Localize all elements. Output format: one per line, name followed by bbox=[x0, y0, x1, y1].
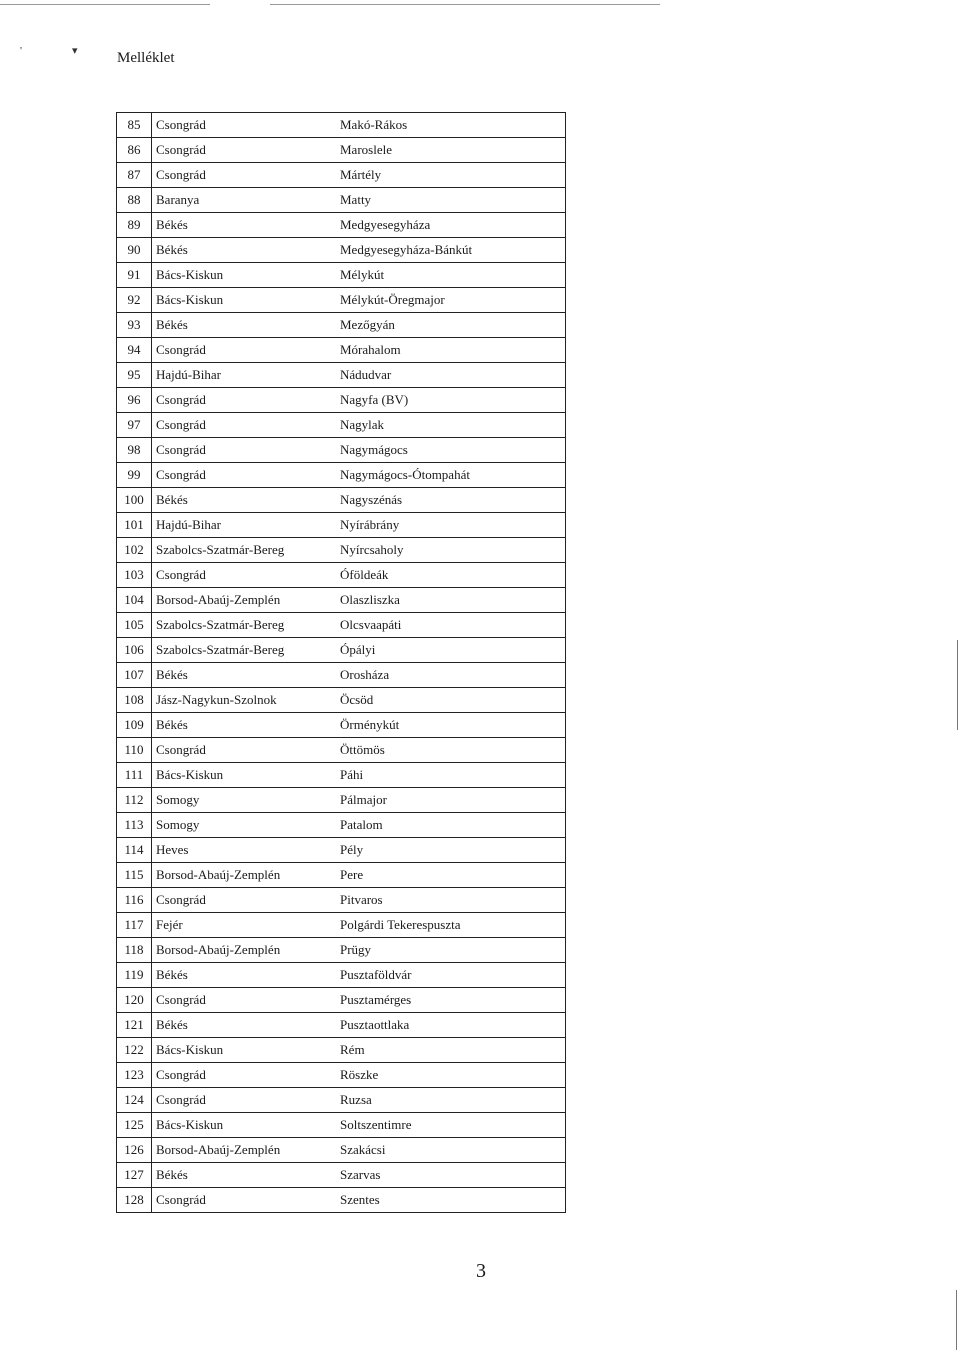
table-row bbox=[117, 463, 566, 488]
settlement-cell: Nyírcsaholy bbox=[336, 538, 566, 563]
table-row bbox=[117, 138, 566, 163]
county-cell: Borsod-Abaúj-Zemplén bbox=[152, 938, 337, 963]
row-number-cell: 96 bbox=[117, 388, 152, 413]
table-row bbox=[117, 1063, 566, 1088]
row-number-cell: 105 bbox=[117, 613, 152, 638]
table-row bbox=[117, 688, 566, 713]
county-cell: Csongrád bbox=[152, 1188, 337, 1213]
settlement-cell: Patalom bbox=[336, 813, 566, 838]
county-cell: Baranya bbox=[152, 188, 337, 213]
county-cell: Csongrád bbox=[152, 988, 337, 1013]
row-number-cell: 114 bbox=[117, 838, 152, 863]
right-edge-scan-line bbox=[956, 1290, 957, 1350]
county-cell: Békés bbox=[152, 663, 337, 688]
county-cell: Szabolcs-Szatmár-Bereg bbox=[152, 613, 337, 638]
table-row bbox=[117, 538, 566, 563]
top-edge-rule-left bbox=[0, 4, 210, 5]
settlement-cell: Nagymágocs bbox=[336, 438, 566, 463]
table-row bbox=[117, 1038, 566, 1063]
row-number-cell: 121 bbox=[117, 1013, 152, 1038]
table-row bbox=[117, 1088, 566, 1113]
row-number-cell: 85 bbox=[117, 113, 152, 138]
right-edge-scan-line bbox=[957, 640, 958, 730]
settlement-cell: Medgyesegyháza bbox=[336, 213, 566, 238]
row-number-cell: 112 bbox=[117, 788, 152, 813]
table-row bbox=[117, 488, 566, 513]
settlement-cell: Rém bbox=[336, 1038, 566, 1063]
table-row bbox=[117, 263, 566, 288]
settlement-cell: Páhi bbox=[336, 763, 566, 788]
settlement-cell: Makó-Rákos bbox=[336, 113, 566, 138]
row-number-cell: 109 bbox=[117, 713, 152, 738]
county-cell: Csongrád bbox=[152, 338, 337, 363]
county-cell: Csongrád bbox=[152, 888, 337, 913]
row-number-cell: 117 bbox=[117, 913, 152, 938]
table-row bbox=[117, 638, 566, 663]
settlement-cell: Szentes bbox=[336, 1188, 566, 1213]
county-cell: Békés bbox=[152, 238, 337, 263]
table-row bbox=[117, 738, 566, 763]
county-cell: Békés bbox=[152, 963, 337, 988]
settlement-cell: Ópályi bbox=[336, 638, 566, 663]
settlement-cell: Örménykút bbox=[336, 713, 566, 738]
settlement-cell: Szarvas bbox=[336, 1163, 566, 1188]
row-number-cell: 113 bbox=[117, 813, 152, 838]
row-number-cell: 126 bbox=[117, 1138, 152, 1163]
county-cell: Békés bbox=[152, 1163, 337, 1188]
settlement-cell: Pusztaottlaka bbox=[336, 1013, 566, 1038]
county-cell: Csongrád bbox=[152, 1063, 337, 1088]
table-row bbox=[117, 613, 566, 638]
table-row bbox=[117, 1013, 566, 1038]
row-number-cell: 99 bbox=[117, 463, 152, 488]
settlement-cell: Pusztamérges bbox=[336, 988, 566, 1013]
row-number-cell: 95 bbox=[117, 363, 152, 388]
settlement-cell: Nagylak bbox=[336, 413, 566, 438]
page-number: 3 bbox=[476, 1260, 486, 1282]
settlement-cell: Öttömös bbox=[336, 738, 566, 763]
row-number-cell: 87 bbox=[117, 163, 152, 188]
county-cell: Bács-Kiskun bbox=[152, 763, 337, 788]
settlement-cell: Mezőgyán bbox=[336, 313, 566, 338]
row-number-cell: 106 bbox=[117, 638, 152, 663]
row-number-cell: 128 bbox=[117, 1188, 152, 1213]
county-cell: Csongrád bbox=[152, 463, 337, 488]
row-number-cell: 86 bbox=[117, 138, 152, 163]
scan-mark: ▾ bbox=[72, 45, 78, 57]
county-cell: Békés bbox=[152, 488, 337, 513]
county-cell: Békés bbox=[152, 713, 337, 738]
settlement-cell: Öcsöd bbox=[336, 688, 566, 713]
settlement-cell: Pitvaros bbox=[336, 888, 566, 913]
county-cell: Békés bbox=[152, 1013, 337, 1038]
row-number-cell: 127 bbox=[117, 1163, 152, 1188]
row-number-cell: 122 bbox=[117, 1038, 152, 1063]
county-cell: Csongrád bbox=[152, 388, 337, 413]
row-number-cell: 111 bbox=[117, 763, 152, 788]
county-cell: Somogy bbox=[152, 788, 337, 813]
settlement-cell: Pély bbox=[336, 838, 566, 863]
row-number-cell: 115 bbox=[117, 863, 152, 888]
row-number-cell: 91 bbox=[117, 263, 152, 288]
table-row bbox=[117, 513, 566, 538]
table-row bbox=[117, 1138, 566, 1163]
row-number-cell: 101 bbox=[117, 513, 152, 538]
row-number-cell: 98 bbox=[117, 438, 152, 463]
row-number-cell: 102 bbox=[117, 538, 152, 563]
table-row bbox=[117, 238, 566, 263]
table-row bbox=[117, 888, 566, 913]
settlement-cell: Nagymágocs-Ótompahát bbox=[336, 463, 566, 488]
settlement-cell: Nyírábrány bbox=[336, 513, 566, 538]
row-number-cell: 119 bbox=[117, 963, 152, 988]
table-row bbox=[117, 563, 566, 588]
county-cell: Szabolcs-Szatmár-Bereg bbox=[152, 638, 337, 663]
settlement-cell: Prügy bbox=[336, 938, 566, 963]
table-row bbox=[117, 713, 566, 738]
top-edge-rule-right bbox=[270, 4, 660, 5]
settlement-cell: Medgyesegyháza-Bánkút bbox=[336, 238, 566, 263]
table-row bbox=[117, 813, 566, 838]
table-row bbox=[117, 313, 566, 338]
table-row bbox=[117, 388, 566, 413]
table-row bbox=[117, 188, 566, 213]
county-cell: Békés bbox=[152, 313, 337, 338]
row-number-cell: 108 bbox=[117, 688, 152, 713]
county-cell: Bács-Kiskun bbox=[152, 1038, 337, 1063]
scan-mark: ' bbox=[20, 45, 22, 57]
county-cell: Somogy bbox=[152, 813, 337, 838]
row-number-cell: 92 bbox=[117, 288, 152, 313]
county-cell: Csongrád bbox=[152, 138, 337, 163]
table-row bbox=[117, 1163, 566, 1188]
table-row bbox=[117, 438, 566, 463]
county-cell: Csongrád bbox=[152, 113, 337, 138]
row-number-cell: 110 bbox=[117, 738, 152, 763]
county-cell: Bács-Kiskun bbox=[152, 263, 337, 288]
county-cell: Bács-Kiskun bbox=[152, 1113, 337, 1138]
row-number-cell: 123 bbox=[117, 1063, 152, 1088]
settlement-cell: Matty bbox=[336, 188, 566, 213]
county-cell: Csongrád bbox=[152, 163, 337, 188]
table-row bbox=[117, 763, 566, 788]
table-row bbox=[117, 413, 566, 438]
settlement-list-table bbox=[116, 112, 566, 1213]
row-number-cell: 124 bbox=[117, 1088, 152, 1113]
county-cell: Bács-Kiskun bbox=[152, 288, 337, 313]
settlement-cell: Röszke bbox=[336, 1063, 566, 1088]
county-cell: Borsod-Abaúj-Zemplén bbox=[152, 588, 337, 613]
row-number-cell: 88 bbox=[117, 188, 152, 213]
table-row bbox=[117, 113, 566, 138]
settlement-cell: Olaszliszka bbox=[336, 588, 566, 613]
settlement-cell: Maroslele bbox=[336, 138, 566, 163]
settlement-cell: Pere bbox=[336, 863, 566, 888]
settlement-cell: Ruzsa bbox=[336, 1088, 566, 1113]
row-number-cell: 125 bbox=[117, 1113, 152, 1138]
settlement-cell: Pusztaföldvár bbox=[336, 963, 566, 988]
table-row bbox=[117, 288, 566, 313]
settlement-cell: Óföldeák bbox=[336, 563, 566, 588]
row-number-cell: 107 bbox=[117, 663, 152, 688]
table-row bbox=[117, 588, 566, 613]
county-cell: Szabolcs-Szatmár-Bereg bbox=[152, 538, 337, 563]
table-row bbox=[117, 1113, 566, 1138]
settlement-cell: Mórahalom bbox=[336, 338, 566, 363]
row-number-cell: 100 bbox=[117, 488, 152, 513]
county-cell: Borsod-Abaúj-Zemplén bbox=[152, 863, 337, 888]
county-cell: Fejér bbox=[152, 913, 337, 938]
settlement-cell: Pálmajor bbox=[336, 788, 566, 813]
table-row bbox=[117, 213, 566, 238]
settlement-cell: Mélykút-Öregmajor bbox=[336, 288, 566, 313]
table-row bbox=[117, 338, 566, 363]
table-row bbox=[117, 163, 566, 188]
table-row bbox=[117, 1188, 566, 1213]
county-cell: Hajdú-Bihar bbox=[152, 363, 337, 388]
settlement-cell: Polgárdi Tekerespuszta bbox=[336, 913, 566, 938]
table-row bbox=[117, 363, 566, 388]
settlement-cell: Nádudvar bbox=[336, 363, 566, 388]
table-row bbox=[117, 663, 566, 688]
county-cell: Csongrád bbox=[152, 1088, 337, 1113]
settlement-cell: Soltszentimre bbox=[336, 1113, 566, 1138]
row-number-cell: 103 bbox=[117, 563, 152, 588]
table-body bbox=[117, 113, 566, 1213]
table-row bbox=[117, 963, 566, 988]
settlement-cell: Mélykút bbox=[336, 263, 566, 288]
settlement-cell: Szakácsi bbox=[336, 1138, 566, 1163]
row-number-cell: 90 bbox=[117, 238, 152, 263]
table-row bbox=[117, 938, 566, 963]
county-cell: Csongrád bbox=[152, 438, 337, 463]
county-cell: Csongrád bbox=[152, 413, 337, 438]
settlement-cell: Nagyszénás bbox=[336, 488, 566, 513]
table-row bbox=[117, 788, 566, 813]
county-cell: Hajdú-Bihar bbox=[152, 513, 337, 538]
county-cell: Heves bbox=[152, 838, 337, 863]
county-cell: Csongrád bbox=[152, 563, 337, 588]
county-cell: Borsod-Abaúj-Zemplén bbox=[152, 1138, 337, 1163]
row-number-cell: 93 bbox=[117, 313, 152, 338]
settlement-cell: Mártély bbox=[336, 163, 566, 188]
table-row bbox=[117, 863, 566, 888]
table-row bbox=[117, 988, 566, 1013]
document-header-label: Melléklet bbox=[117, 50, 175, 66]
row-number-cell: 104 bbox=[117, 588, 152, 613]
settlement-cell: Nagyfa (BV) bbox=[336, 388, 566, 413]
county-cell: Jász-Nagykun-Szolnok bbox=[152, 688, 337, 713]
row-number-cell: 89 bbox=[117, 213, 152, 238]
row-number-cell: 94 bbox=[117, 338, 152, 363]
row-number-cell: 120 bbox=[117, 988, 152, 1013]
county-cell: Csongrád bbox=[152, 738, 337, 763]
row-number-cell: 97 bbox=[117, 413, 152, 438]
row-number-cell: 116 bbox=[117, 888, 152, 913]
row-number-cell: 118 bbox=[117, 938, 152, 963]
settlement-cell: Olcsvaapáti bbox=[336, 613, 566, 638]
table-row bbox=[117, 913, 566, 938]
county-cell: Békés bbox=[152, 213, 337, 238]
table-row bbox=[117, 838, 566, 863]
settlement-cell: Orosháza bbox=[336, 663, 566, 688]
